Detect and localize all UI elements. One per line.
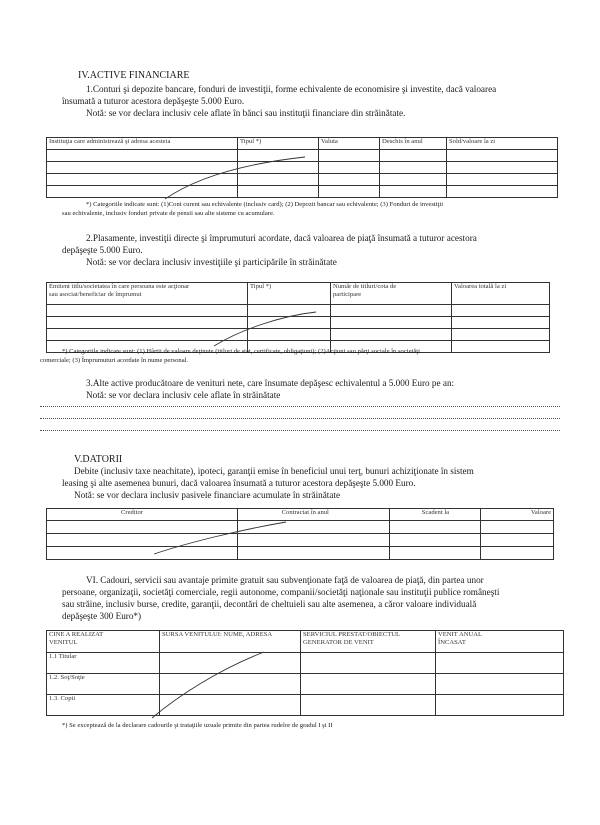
table-header: Tipul *) (238, 138, 319, 150)
section-4-paragraph-2: 2.Plasamente, investiţii directe şi împrumuturi acordate, dacă valoarea de piaţă însumată a tuturor acestora (86, 233, 477, 243)
gifts-table (46, 630, 564, 716)
table-header: Tipul *) (248, 283, 331, 305)
table-header: Sold/valoare la zi (447, 138, 558, 150)
table-3-footnote: *) Se exceptează de la declarare cadourile şi trataţiile uzuale primite din partea rudelor de gradul I şi II (62, 722, 333, 729)
table-header: SURSA VENITULUI: NUME, ADRESA (160, 631, 301, 653)
cancel-stroke (210, 310, 320, 348)
section-6-paragraph-cont: persoane, organizaţii, societăţi comerciale, regii autonome, companii/societăţi naţionale sau instituţii publice româneşti (62, 587, 500, 597)
section-4-paragraph-1: 1.Conturi şi depozite bancare, fonduri de investiţii, forme echivalente de economisire şi investite, dacă valoarea (86, 84, 497, 94)
table-header: ÎNCASAT (438, 639, 466, 646)
table-header: participare (333, 291, 362, 298)
table-header: Emitent titlu/societatea în care persoana este acţionar (49, 283, 190, 290)
table-header: Deschis în anul (380, 138, 447, 150)
table-header: VENIT ANUAL (438, 631, 483, 638)
section-6-paragraph-cont: depăşeşte 300 Euro*) (62, 611, 142, 621)
dotted-line (40, 430, 560, 431)
table-row-label: 1.3. Copii (47, 695, 160, 716)
table-header: sau asociat/beneficiar de împrumut (49, 291, 142, 298)
section-5-paragraph: Debite (inclusiv taxe neachitate), ipoteci, garanţii emise în beneficiul unui terţ, bunuri achiziţionate în sistem (74, 466, 474, 476)
table-1-footnote-cont: sau echivalente, inclusiv fonduri private de pensii sau alte sisteme cu acumulare. (62, 210, 275, 217)
section-4-paragraph-1-cont: însumată a tuturor acestora depăşeşte 5.000 Euro. (62, 96, 245, 106)
table-row-label: 1.2. Soţ/Soţie (47, 674, 160, 695)
table-row-label: 1.1 Titular (47, 653, 160, 674)
dotted-line (40, 418, 560, 419)
section-4-note-2: Notă: se vor declara inclusiv investiţiile şi participările în străinătate (86, 257, 337, 267)
section-4-paragraph-3: 3.Alte active producătoare de venituri nete, care însumate depăşesc echivalentul a 5.000 Euro pe an: (86, 378, 455, 388)
table-header: GENERATOR DE VENIT (303, 639, 374, 646)
section-4-note-3: Notă: se vor declara inclusiv cele aflate în străinătate (86, 390, 281, 400)
cancel-stroke (160, 155, 310, 200)
table-header: VENITUL (49, 639, 78, 646)
table-header: CINE A REALIZAT (49, 631, 104, 638)
section-5-title: V.DATORII (74, 454, 123, 465)
section-4-note-1: Notă: se vor declara inclusiv cele aflate în bănci sau instituţii financiare din străinătate. (86, 108, 406, 118)
section-6-paragraph: VI. Cadouri, servicii sau avantaje primite gratuit sau subvenţionate faţă de valoarea de piaţă, din partea unor (86, 575, 484, 585)
table-header: Creditor (47, 509, 238, 521)
section-5-paragraph-cont: leasing şi alte asemenea bunuri, dacă valoarea însumată a tuturor acestora depăşeşte 5.000 Euro. (62, 478, 416, 488)
section-4-title: IV.ACTIVE FINANCIARE (78, 70, 190, 81)
dotted-line (40, 406, 560, 407)
cancel-stroke (148, 650, 268, 720)
cancel-stroke (150, 520, 290, 556)
table-header: Valuta (319, 138, 380, 150)
table-header: Instituţia care administrează şi adresa acesteia (47, 138, 238, 150)
table-header: Valoare (480, 509, 553, 521)
table-header: Contractat în anul (237, 509, 389, 521)
table-1-footnote: *) Categoriile indicate sunt: (1)Cont curent sau echivalente (inclusiv card); (2) Depozit bancar sau echivalente; (3) Fonduri de investiţii (86, 201, 444, 208)
table-header: Număr de titluri/cota de (333, 283, 397, 290)
section-6-paragraph-cont: sau străine, inclusiv burse, credite, garanţii, decontări de cheltuieli sau alte asemenea, a căror valoare individuală (62, 599, 477, 609)
table-2-footnote-cont: comerciale; (3) Împrumuturi acordate în nume personal. (40, 357, 189, 364)
table-header: SERVICIUL PRESTAT/OBIECTUL (303, 631, 401, 638)
section-4-paragraph-2-cont: depăşeşte 5.000 Euro. (62, 245, 143, 255)
debts-table (46, 508, 554, 560)
table-header: Valoarea totală la zi (452, 283, 550, 305)
table-header: Scadent la (389, 509, 480, 521)
section-5-note: Notă: se vor declara inclusiv pasivele financiare acumulate în străinătate (74, 490, 341, 500)
table-2-footnote: *) Categoriile indicate sunt: (1) Hârtii de valoare deţinute (titluri de stat, certificate, obligaţiuni); (2)Acţiuni sau părţi sociale în societăţi (62, 348, 420, 355)
